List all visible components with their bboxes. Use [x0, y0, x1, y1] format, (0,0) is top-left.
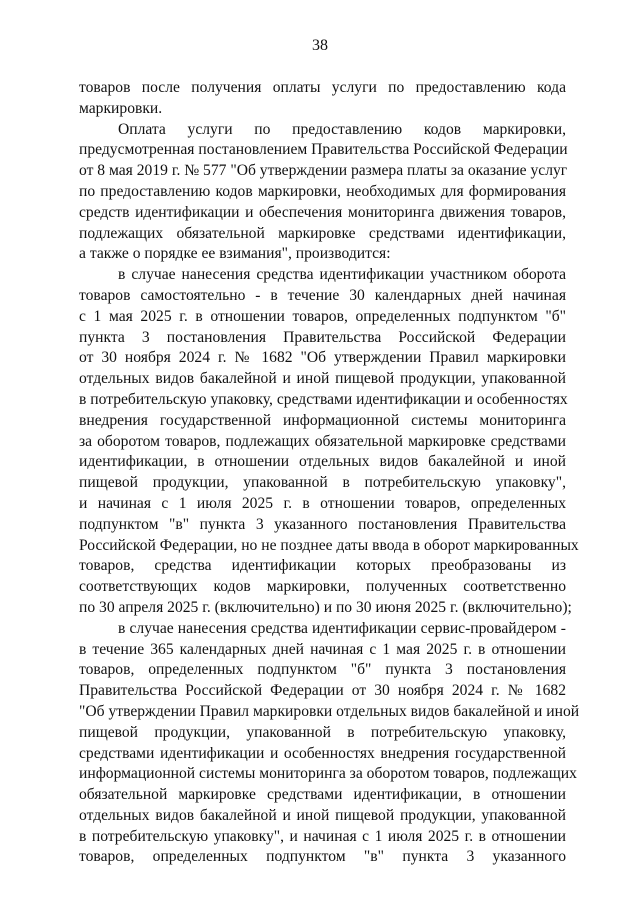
text-line: от 8 мая 2019 г. № 577 "Об утверждении размера платы за оказание услуг [79, 162, 568, 180]
text-line: отдельных видов бакалейной и иной пищевой продукции, упакованной [79, 806, 566, 824]
text-line: пищевой продукции, упакованной в потребительскую упаковку, [79, 723, 566, 741]
text-line: за оборотом товаров, подлежащих обязательной маркировке средствами [79, 432, 566, 450]
text-line: по предоставлению кодов маркировки, необходимых для формирования [79, 182, 566, 200]
text-line: соответствующих кодов маркировки, полученных соответственно [79, 578, 566, 596]
text-line: в потребительскую упаковку, средствами идентификации и особенностях [79, 390, 568, 408]
text-line: по 30 апреля 2025 г. (включительно) и по 30 июня 2025 г. (включительно); [79, 598, 572, 616]
text-line: "Об утверждении Правил маркировки отдельных видов бакалейной и иной [79, 702, 580, 720]
text-line: идентификации, в отношении отдельных видов бакалейной и иной [79, 453, 566, 471]
text-line: средств идентификации и обеспечения мониторинга движения товаров, [79, 203, 566, 221]
text-line: подпунктом "в" пункта 3 указанного постановления Правительства [79, 515, 566, 533]
text-line: внедрения государственной информационной системы мониторинга [79, 411, 566, 429]
text-line: Правительства Российской Федерации от 30 ноября 2024 г. № 1682 [79, 682, 566, 700]
paragraph [79, 120, 566, 266]
text-line: Российской Федерации, но не позднее даты ввода в оборот маркированных [79, 536, 579, 554]
page-number: 38 [312, 37, 328, 54]
text-line: подлежащих обязательной маркировке средствами идентификации, [79, 224, 566, 242]
text-line: товаров после получения оплаты услуги по предоставлению кода [79, 79, 566, 96]
text-line: пищевой продукции, упакованной в потребительскую упаковку", [79, 474, 566, 492]
text-line: товаров, средства идентификации которых преобразованы из [79, 557, 566, 575]
text-line: с 1 мая 2025 г. в отношении товаров, определенных подпунктом "б" [79, 307, 566, 325]
text-line: товаров, определенных подпунктом "в" пункта 3 указанного [79, 848, 566, 866]
text-line: обязательной маркировке средствами идентификации, в отношении [79, 786, 566, 804]
text-line: в течение 365 календарных дней начиная с 1 мая 2025 г. в отношении [79, 640, 566, 658]
text-line: средствами идентификации и особенностях внедрения государственной [79, 744, 566, 762]
text-line: в потребительскую упаковку", и начиная с 1 июля 2025 г. в отношении [79, 827, 566, 845]
text-line: от 30 ноября 2024 г. № 1682 "Об утверждении Правил маркировки [79, 349, 566, 367]
text-line: отдельных видов бакалейной и иной пищевой продукции, упакованной [79, 370, 566, 388]
text-line: и начиная с 1 июля 2025 г. в отношении товаров, определенных [79, 494, 566, 512]
paragraph [79, 78, 566, 120]
text-line: а также о порядке ее взимания", производится: [79, 245, 391, 263]
text-line: в случае нанесения средства идентификации участником оборота [118, 266, 566, 284]
text-line: маркировки. [79, 99, 163, 117]
text-line: информационной системы мониторинга за оборотом товаров, подлежащих [79, 765, 577, 783]
paragraph [79, 265, 579, 619]
paragraph [79, 619, 580, 869]
text-line: пункта 3 постановления Правительства Российской Федерации [79, 328, 566, 346]
document-body [79, 78, 580, 868]
text-line: предусмотренная постановлением Правительства Российской Федерации [79, 141, 568, 159]
text-line: товаров, определенных подпунктом "б" пункта 3 постановления [79, 661, 566, 679]
text-line: в случае нанесения средства идентификации сервис-провайдером - [118, 619, 566, 637]
text-line: товаров самостоятельно - в течение 30 календарных дней начиная [79, 286, 566, 304]
text-line: Оплата услуги по предоставлению кодов маркировки, [118, 120, 566, 138]
